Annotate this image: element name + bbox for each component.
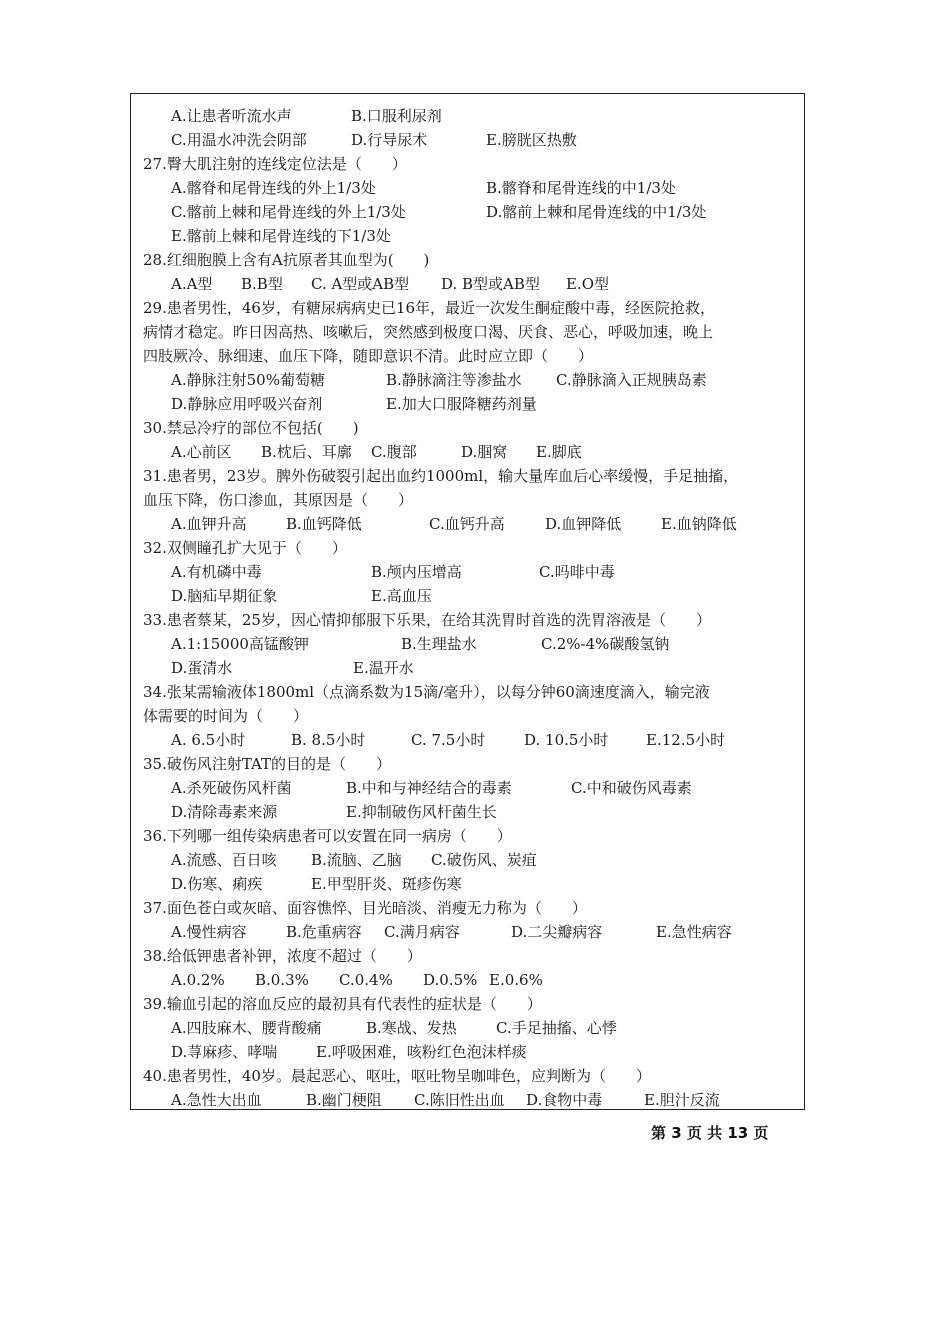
page-number: 第 3 页 共 13 页: [651, 1124, 769, 1142]
option-row: [131, 512, 804, 536]
option-text: C.髂前上棘和尾骨连线的外上1/3处: [171, 203, 406, 221]
option-row: [131, 1088, 804, 1112]
option-text: B.危重病容: [286, 923, 362, 941]
option-text: A.A型: [171, 275, 213, 293]
option-text: D.清除毒素来源: [171, 803, 278, 821]
option-row: [131, 392, 804, 416]
option-row: [131, 584, 804, 608]
question-stem-continued: 血压下降，伤口渗血，其原因是（ ）: [143, 491, 414, 509]
option-text: B.生理盐水: [401, 635, 477, 653]
option-text: E.高血压: [371, 587, 432, 605]
option-text: D.荨麻疹、哮喘: [171, 1043, 278, 1061]
option-text: A.1:15000高锰酸钾: [171, 635, 309, 653]
option-text: A.慢性病容: [171, 923, 247, 941]
option-text: B.髂脊和尾骨连线的中1/3处: [486, 179, 676, 197]
option-text: B.B型: [241, 275, 283, 293]
option-text: D.静脉应用呼吸兴奋剂: [171, 395, 323, 413]
option-text: A.有机磷中毒: [171, 563, 262, 581]
question-stem: 30.禁忌冷疗的部位不包括( ): [143, 419, 359, 437]
option-row: [131, 728, 804, 752]
option-text: A.流感、百日咳: [171, 851, 277, 869]
option-text: E.膀胱区热敷: [486, 131, 577, 149]
option-row: [131, 200, 804, 224]
option-row: [131, 968, 804, 992]
option-text: E.加大口服降糖药剂量: [386, 395, 537, 413]
option-text: A.髂脊和尾骨连线的外上1/3处: [171, 179, 376, 197]
option-text: C.2%-4%碳酸氢钠: [541, 635, 670, 653]
question-stem: 38.给低钾患者补钾，浓度不超过（ ）: [143, 947, 422, 965]
option-text: B.静脉滴注等渗盐水: [386, 371, 522, 389]
option-text: B.枕后、耳廓: [261, 443, 352, 461]
question-stem: 36.下列哪一组传染病患者可以安置在同一病房（ ）: [143, 827, 512, 845]
option-text: D.行导尿术: [351, 131, 428, 149]
option-text: C.用温水冲洗会阴部: [171, 131, 307, 149]
question-stem: 34.张某需输液体1800ml（点滴系数为15滴/毫升），以每分钟60滴速度滴入，输完液: [143, 683, 710, 701]
question-frame: [130, 93, 805, 1110]
option-row: [131, 1040, 804, 1064]
option-text: C.中和破伤风毒素: [571, 779, 692, 797]
option-text: D.脑疝早期征象: [171, 587, 278, 605]
option-text: D. 10.5小时: [524, 731, 609, 749]
option-text: E.12.5小时: [646, 731, 726, 749]
question-stem: 39.输血引起的溶血反应的最初具有代表性的症状是（ ）: [143, 995, 542, 1013]
option-text: B. 8.5小时: [291, 731, 366, 749]
option-row: [131, 632, 804, 656]
option-text: D.腘窝: [461, 443, 508, 461]
option-text: B.寒战、发热: [366, 1019, 457, 1037]
option-text: C. A型或AB型: [311, 275, 410, 293]
option-text: C.血钙升高: [429, 515, 505, 533]
option-text: C.静脉滴入正规胰岛素: [556, 371, 707, 389]
option-row: [131, 368, 804, 392]
option-row: [131, 128, 804, 152]
option-text: A.四肢麻木、腰背酸痛: [171, 1019, 322, 1037]
option-text: C. 7.5小时: [411, 731, 486, 749]
question-stem: 27.臀大肌注射的连线定位法是（ ）: [143, 155, 407, 173]
option-text: E.脚底: [536, 443, 582, 461]
option-text: B.颅内压增高: [371, 563, 462, 581]
option-text: C.腹部: [371, 443, 417, 461]
option-text: A.让患者听流水声: [171, 107, 292, 125]
option-row: [131, 104, 804, 128]
option-text: E.血钠降低: [661, 515, 737, 533]
option-text: E.抑制破伤风杆菌生长: [346, 803, 497, 821]
option-text: E.胆汁反流: [644, 1091, 720, 1109]
option-row: [131, 920, 804, 944]
option-row: [131, 176, 804, 200]
option-row: [131, 560, 804, 584]
option-text: C.陈旧性出血: [414, 1091, 505, 1109]
question-stem: 32.双侧瞳孔扩大见于（ ）: [143, 539, 347, 557]
option-row: [131, 656, 804, 680]
option-text: D.食物中毒: [526, 1091, 603, 1109]
question-stem: 29.患者男性，46岁，有糖尿病病史已16年，最近一次发生酮症酸中毒，经医院抢救，: [143, 299, 716, 317]
option-row: [131, 848, 804, 872]
option-text: D. B型或AB型: [441, 275, 540, 293]
option-text: A.血钾升高: [171, 515, 247, 533]
question-stem: 37.面色苍白或灰暗、面容憔悴、目光暗淡、消瘦无力称为（ ）: [143, 899, 587, 917]
option-text: D.伤寒、痢疾: [171, 875, 263, 893]
option-text: C.手足抽搐、心悸: [496, 1019, 617, 1037]
option-text: D.血钾降低: [545, 515, 622, 533]
question-stem-continued: 体需要的时间为（ ）: [143, 707, 309, 725]
option-text: C.吗啡中毒: [539, 563, 615, 581]
option-row: [131, 872, 804, 896]
option-text: E.急性病容: [656, 923, 732, 941]
option-text: A.杀死破伤风杆菌: [171, 779, 292, 797]
option-text: A.心前区: [171, 443, 232, 461]
option-text: D.二尖瓣病容: [511, 923, 603, 941]
option-text: A.静脉注射50%葡萄糖: [171, 371, 325, 389]
option-text: A. 6.5小时: [171, 731, 246, 749]
option-text: B.流脑、乙脑: [311, 851, 402, 869]
option-text: C.0.4%: [339, 971, 393, 989]
question-stem: 31.患者男，23岁。脾外伤破裂引起出血约1000ml，输大量库血后心率缓慢，手足抽搐，: [143, 467, 739, 485]
option-row: [131, 776, 804, 800]
option-text: D.蛋清水: [171, 659, 233, 677]
question-stem: 40.患者男性，40岁。晨起恶心、呕吐，呕吐物呈咖啡色，应判断为（ ）: [143, 1067, 651, 1085]
question-stem: 28.红细胞膜上含有A抗原者其血型为( ): [143, 251, 430, 269]
option-row: [131, 224, 804, 248]
question-stem-continued: 四肢厥冷、脉细速、血压下降，随即意识不清。此时应立即（ ）: [143, 347, 594, 365]
option-text: C.满月病容: [384, 923, 460, 941]
option-row: [131, 440, 804, 464]
option-text: E.O型: [566, 275, 610, 293]
option-text: E.温开水: [353, 659, 414, 677]
option-row: [131, 800, 804, 824]
option-text: B.口服利尿剂: [351, 107, 442, 125]
option-text: D.髂前上棘和尾骨连线的中1/3处: [486, 203, 707, 221]
question-stem: 33.患者蔡某，25岁，因心情抑郁服下乐果，在给其洗胃时首选的洗胃溶液是（ ）: [143, 611, 711, 629]
option-text: D.0.5%: [423, 971, 478, 989]
question-lines: [131, 94, 804, 1109]
option-text: C.破伤风、炭疽: [431, 851, 537, 869]
question-stem-continued: 病情才稳定。昨日因高热、咳嗽后，突然感到极度口渴、厌食、恶心，呼吸加速，晚上: [143, 323, 714, 341]
option-text: E.呼吸困难，咳粉红色泡沫样痰: [316, 1043, 527, 1061]
option-text: B.中和与神经结合的毒素: [346, 779, 512, 797]
option-text: E.甲型肝炎、斑疹伤寒: [311, 875, 462, 893]
option-text: E.髂前上棘和尾骨连线的下1/3处: [171, 227, 391, 245]
question-stem: 35.破伤风注射TAT的目的是（ ）: [143, 755, 392, 773]
option-text: E.0.6%: [489, 971, 543, 989]
option-text: B.幽门梗阻: [306, 1091, 382, 1109]
option-row: [131, 272, 804, 296]
option-text: B.0.3%: [255, 971, 309, 989]
option-text: B.血钙降低: [286, 515, 362, 533]
option-text: A.急性大出血: [171, 1091, 262, 1109]
option-row: [131, 1016, 804, 1040]
option-text: A.0.2%: [171, 971, 225, 989]
